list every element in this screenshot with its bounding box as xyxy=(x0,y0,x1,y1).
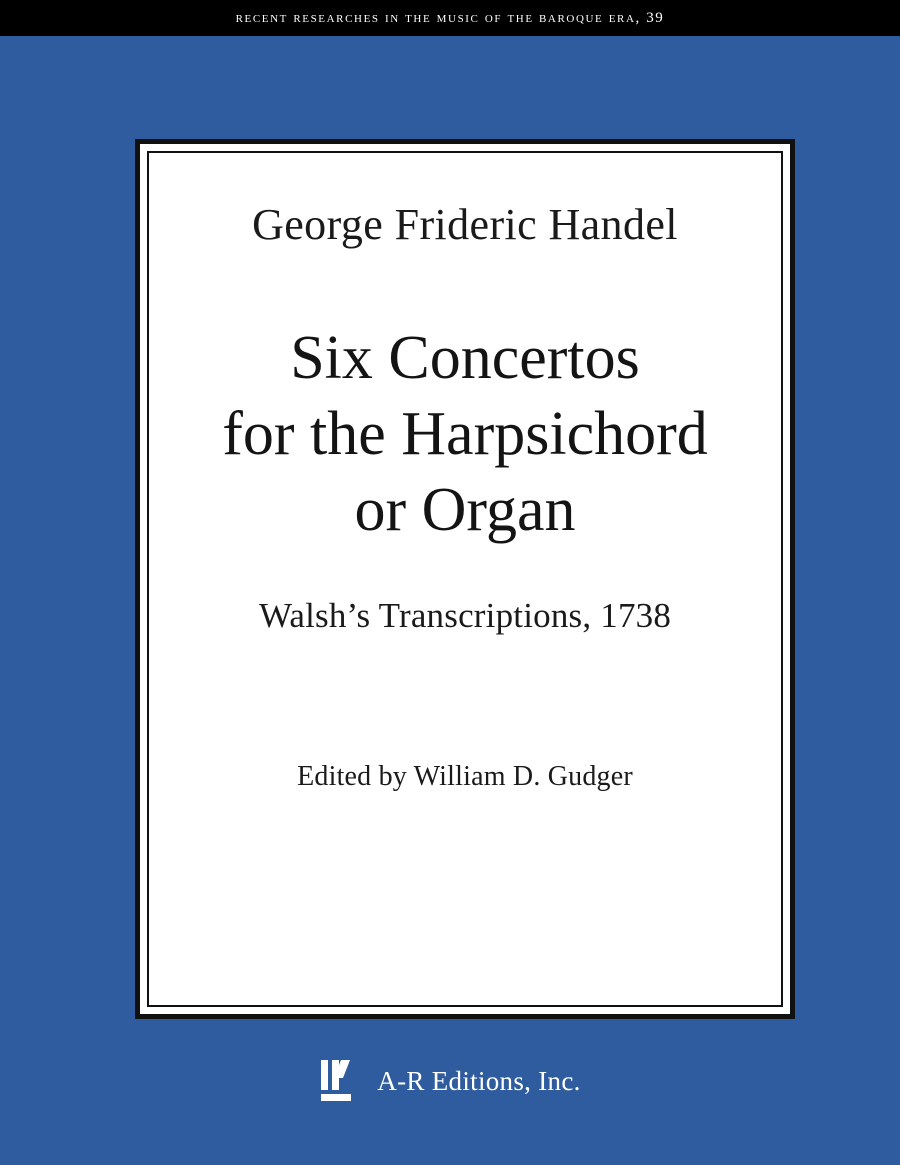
publisher-block xyxy=(0,1058,900,1104)
ar-editions-logo-icon xyxy=(319,1058,363,1104)
title-line-1: Six Concertos xyxy=(290,324,640,393)
publisher-name: A-R Editions, Inc. xyxy=(377,1065,581,1096)
composer-name: George Frideric Handel xyxy=(252,200,678,249)
title-panel-inner xyxy=(147,151,783,1007)
title-line-2: for the Harpsichord xyxy=(222,400,708,469)
subtitle: Walsh’s Transcriptions, 1738 xyxy=(258,596,672,636)
title-panel xyxy=(135,139,795,1019)
series-banner xyxy=(0,0,900,36)
title-line-3: or Organ xyxy=(354,475,576,544)
editor-credit: Edited by William D. Gudger xyxy=(297,761,633,793)
page-title xyxy=(149,321,781,548)
series-title: recent researches in the music of the baroque era, 39 xyxy=(235,9,665,26)
